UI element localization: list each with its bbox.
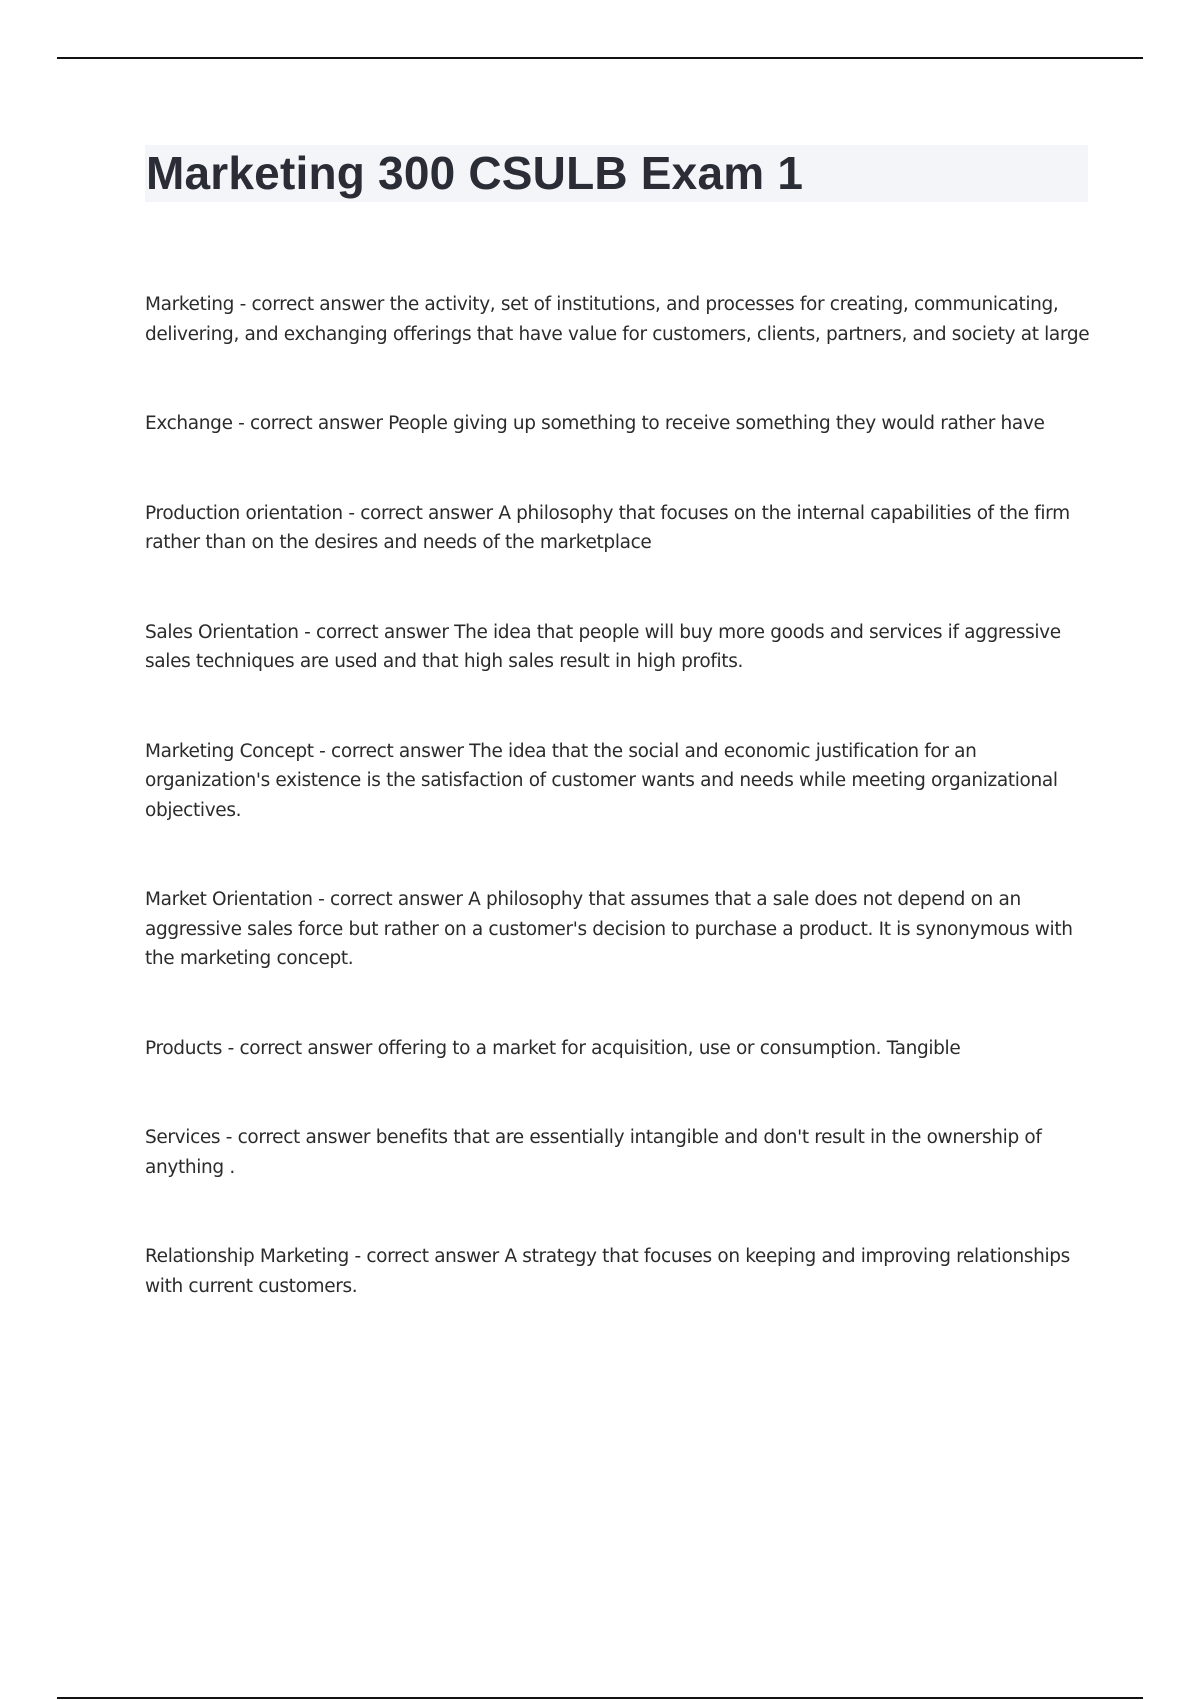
list-item: [145, 499, 1095, 558]
answer-separator: - correct answer: [313, 740, 470, 762]
bottom-divider: [57, 1697, 1143, 1699]
answer-separator: - correct answer: [298, 621, 455, 643]
page-title: Marketing 300 CSULB Exam 1: [146, 147, 804, 199]
answer-separator: - correct answer: [348, 1246, 505, 1267]
list-item: [145, 618, 1095, 677]
definition: A philosophy that focuses on the internal capabilities of the firm rather than on the desires and needs of the marketplace: [145, 502, 1070, 553]
definition-list: [145, 290, 1095, 1361]
list-item: [145, 290, 1095, 349]
definition: The idea that people will buy more goods and services if aggressive sales techniques are used and that high sales result in high profits.: [145, 621, 1061, 672]
answer-separator: - correct answer: [312, 889, 469, 910]
term: Production orientation: [145, 502, 343, 524]
term: Sales Orientation: [145, 621, 299, 643]
definition: People giving up something to receive something they would rather have: [388, 413, 1045, 434]
term: Exchange: [145, 413, 233, 434]
list-item: [145, 737, 1095, 826]
top-divider: [57, 57, 1143, 59]
list-item: [145, 1123, 1095, 1182]
list-item: [145, 1034, 1095, 1064]
list-item: [145, 409, 1095, 439]
answer-separator: - correct answer: [234, 294, 390, 315]
answer-separator: - correct answer: [232, 413, 389, 434]
term: Relationship Marketing: [145, 1246, 349, 1267]
definition: the activity, set of institutions, and processes for creating, communicating, delivering, and exchanging offerings that have value for customers, clients, partners, and society at large: [145, 294, 1090, 345]
term: Marketing Concept: [145, 740, 314, 762]
answer-separator: - correct answer: [222, 1037, 378, 1059]
answer-separator: - correct answer: [220, 1127, 376, 1148]
definition: A philosophy that assumes that a sale does not depend on an aggressive sales force but rather on a customer's decision to purchase a product. It is synonymous with the marketing concept.: [145, 889, 1073, 969]
definition: offering to a market for acquisition, use or consumption. Tangible: [377, 1037, 961, 1059]
definition: benefits that are essentially intangible and don't result in the ownership of anything .: [145, 1127, 1042, 1178]
term: Products: [145, 1037, 223, 1059]
term: Services: [145, 1127, 221, 1148]
term: Market Orientation: [145, 889, 313, 910]
definition: The idea that the social and economic justification for an organization's existence is the satisfaction of customer wants and needs while meeting organizational objectives.: [145, 740, 1058, 821]
definition: A strategy that focuses on keeping and improving relationships with current customers.: [145, 1246, 1070, 1297]
list-item: [145, 1242, 1095, 1301]
list-item: [145, 885, 1095, 974]
term: Marketing: [145, 294, 235, 315]
answer-separator: - correct answer: [342, 502, 499, 524]
